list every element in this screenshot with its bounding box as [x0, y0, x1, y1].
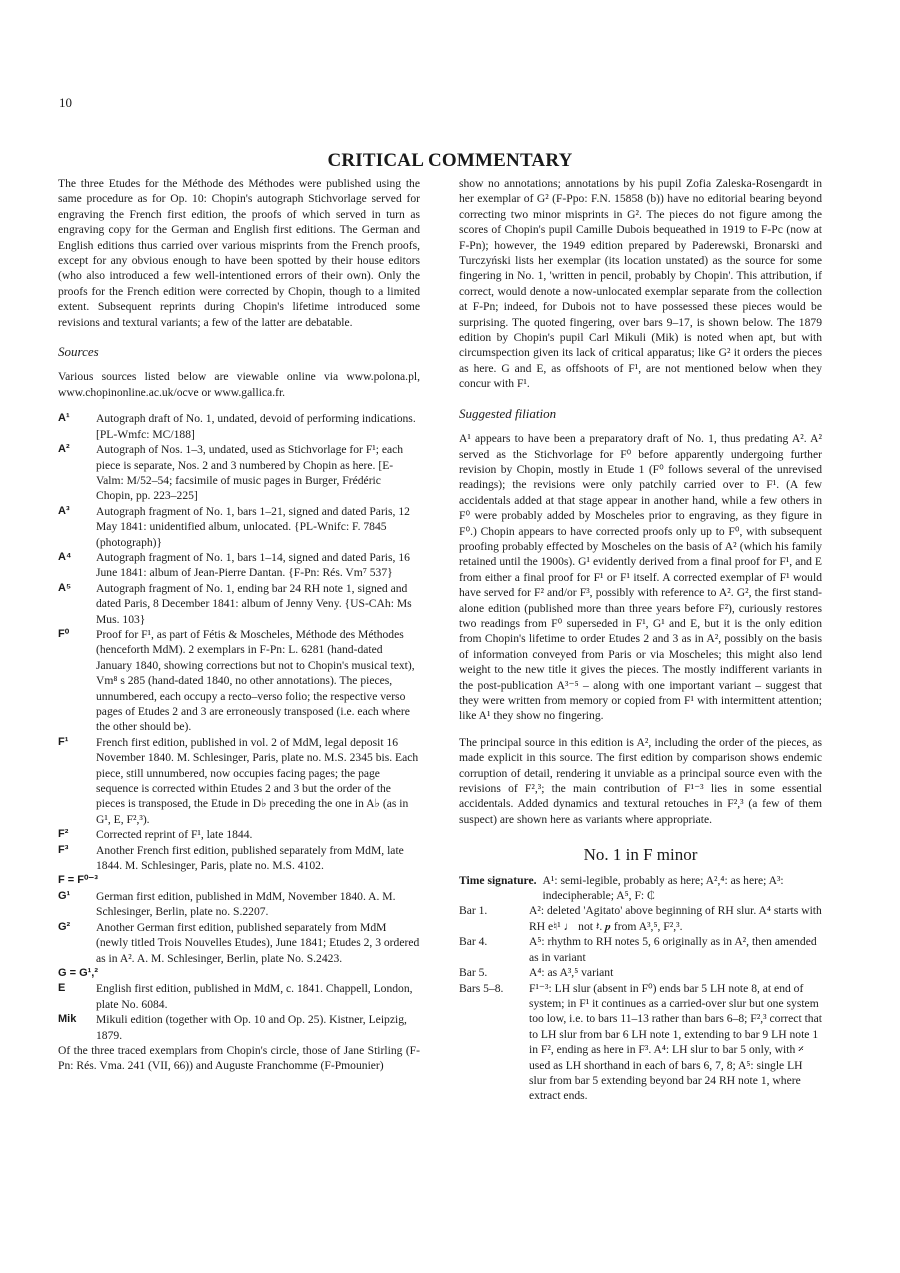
- source-entry-f0: [58, 627, 420, 735]
- source-key: A²: [58, 443, 70, 456]
- source-key: A⁴: [58, 550, 72, 563]
- entry-label: Bars 5–8.: [459, 981, 504, 995]
- left-column: [58, 176, 420, 1074]
- entry-text: A⁵: rhythm to RH notes 5, 6 originally as in A², then amended as in variant: [529, 935, 817, 964]
- source-key: F¹: [58, 735, 69, 748]
- filiation-paragraph-2: The principal source in this edition is A², including the order of the pieces, as made explicit in this source. The first edition by comparison shows endemic corruption of detail, rendering it unviable as a principal source even with the revisions of F²,³; the main contribution of F¹⁻³ lies in some essential accidentals. Added dynamics and textural retouches in F²,³ (a few of them suspect) are shown here as variants where appropriate.: [459, 735, 822, 826]
- source-text: French first edition, published in vol. 2 of MdM, legal deposit 16 November 1840. M. Schlesinger, Paris, plate no. M.S. 2345 bis. Each piece, still unnumbered, now occupies facing pages; the page sequence is corrected within Etudes 2 and 3 but the order of the pieces is transposed, the Etude in D♭ preceding the one in A♭ (as in G¹, E, F²,³).: [96, 735, 419, 826]
- equation-f: F = F⁰⁻³: [58, 874, 98, 887]
- page-title: CRITICAL COMMENTARY: [327, 150, 573, 171]
- sources-intro: Various sources listed below are viewable online via www.polona.pl, www.chopinonline.ac.uk/ocve or www.gallica.fr.: [58, 370, 420, 399]
- source-text: German first edition, published in MdM, November 1840. A. M. Schlesinger, Berlin, plate no. S.2207.: [96, 889, 396, 919]
- source-entry-g1: [58, 889, 420, 920]
- entry-text: A²: deleted 'Agitato' above beginning of RH slur. A⁴ starts with RH e♮¹ ♩ not 𝄽. 𝆏 from A³,⁵, F²,³.: [529, 904, 822, 933]
- closing-paragraph: Of the three traced exemplars from Chopin's circle, those of Jane Stirling (F-Pn: Rés. Vma. 241 (VII, 66)) and Auguste Franchomme (F-Pmounier): [58, 1043, 420, 1073]
- filiation-paragraph-1: A¹ appears to have been a preparatory draft of No. 1, thus predating A². A² served as the Stichvorlage for F⁰ before apparently undergoing further revision by Chopin, mostly in Etude 1 (F⁰ follows several of the unrevised readings); the revisions were only patchily carried over to F¹. (A few accidentals added at that stage appear in another hand, while a few others in F⁰ were probably added by Moscheles prior to engraving, as they figure in F⁰.) Chopin appears to have corrected proofs only up to F⁰, with subsequent proofing probably effected by Moscheles on the basis of A² (which his family retained until the 1900s). G¹ evidently derived from a final proof for F¹, and E from either a final proof for F¹ or F¹ itself. A corrected exemplar of F¹ would have served for F² and/or F³, possibly with reference to A². G², the first stand-alone edition (published more than three years before F²), curiously restores two readings from F⁰ superseded in F¹, G¹ and E, but it is the only edition from Chopin's lifetime to order Etudes 2 and 3 as in A², possibly on the basis of information conveyed from Paris or via Moscheles; this might also lend weight to the new title it gives the pieces. The mostly indifferent variants in the post-publication A³⁻⁵ – along with one important variant – suggest that they were written from memory or copied from F¹ with intermittent attention; like A¹ they show no fingering.: [459, 432, 822, 723]
- entry-label: Bar 1.: [459, 904, 488, 918]
- source-entry-a1: [58, 411, 420, 442]
- source-key: G²: [58, 920, 71, 933]
- source-text: Autograph fragment of No. 1, ending bar 24 RH note 1, signed and dated Paris, 8 December 1841: album of Jenny Veny. {US-CAh: Ms Mus. 103}: [96, 581, 412, 626]
- entry-text: A¹: semi-legible, probably as here; A²,⁴: as here; A³: indecipherable; A⁵, F: ₵: [542, 873, 784, 903]
- continuation-paragraph: show no annotations; annotations by his pupil Zofia Zaleska-Rosengardt in her exemplar of G² (F-Ppo: F.N. 15858 (b)) have no editorial bearing beyond correcting two minor misprints in G². The pieces do not figure among the scores of Chopin's pupil Camille Dubois bequeathed in 1919 to F-Pc (now at F-Pn); however, the 1949 edition prepared by Paderewski, Bronarski and Turczyński lists her exemplar (its location unstated) as the source for some fingering in No. 1, 'written in pencil, probably by Chopin'. This attribution, if correct, would denote a now-unlocated exemplar separate from the collection at F-Pn; indeed, for Dubois not to have possessed these pieces would be surprising. The quoted fingering, over bars 9–17, is shown below. The 1879 edition by Chopin's pupil Carl Mikuli (Mik) is noted when apt, but with circumspection given its lack of critical apparatus; like G² it orders the pieces as here. G and E, as offshoots of F¹, are not mentioned below when they concur with F¹.: [459, 177, 822, 391]
- time-signature-entry: [459, 873, 822, 904]
- source-key: G¹: [58, 889, 71, 902]
- entry-label: Bar 4.: [459, 935, 488, 949]
- filiation-heading: Suggested filiation: [459, 405, 557, 421]
- source-key: F³: [58, 843, 69, 856]
- source-text: English first edition, published in MdM, c. 1841. Chappell, London, plate No. 6084.: [96, 982, 413, 1011]
- source-text: Mikuli edition (together with Op. 10 and Op. 25). Kistner, Leipzig, 1879.: [96, 1013, 407, 1042]
- source-text: Proof for F¹, as part of Fétis & Moscheles, Méthode des Méthodes (henceforth MdM). 2 exemplars in F-Pn: L. 6281 (hand-dated January 1840, showing corrections but not to Chopin's musical text), Vm⁸ s 285 (hand-dated 1840, no other annotations). The pieces, unnumbered, each occupy a recto–verso folio; the respective verso pages of Etudes 2 and 3 are erroneously transposed (i.e. each where the other should be).: [96, 627, 415, 734]
- source-key: F⁰: [58, 627, 70, 640]
- entry-label: Bar 5.: [459, 966, 488, 980]
- source-entry-a3: [58, 504, 420, 550]
- source-text: Autograph fragment of No. 1, bars 1–14, signed and dated Paris, 16 June 1841: album of Jean-Pierre Dantan. {F-Pn: Rés. Vm⁷ 537}: [96, 550, 410, 580]
- source-key: E: [58, 982, 66, 995]
- source-text: Another French first edition, published separately from MdM, late 1844. M. Schlesinger, Paris, plate no. M.S. 4102.: [96, 843, 404, 873]
- source-text: Corrected reprint of F¹, late 1844.: [96, 828, 253, 842]
- bar-entry: [459, 965, 822, 980]
- page-number: 10: [59, 95, 72, 110]
- source-text: Autograph draft of No. 1, undated, devoid of performing indications. [PL-Wmfc: MC/188]: [96, 412, 416, 441]
- source-entry-a5: [58, 581, 420, 627]
- source-key: A¹: [58, 412, 70, 425]
- source-entry-f1: [58, 735, 420, 827]
- entry-label: Time signature.: [459, 873, 537, 887]
- source-entry-g2: [58, 920, 420, 966]
- source-key: Mik: [58, 1013, 77, 1026]
- intro-paragraph: The three Etudes for the Méthode des Méthodes were published using the same procedure as for Op. 10: Chopin's autograph Stichvorlage served for engraving the French first edition, the proofs of which served in turn as engraving copy for the German and English first editions. The German and English editions thus carried over various misprints from the French proofs, except for any obvious enough to have been spotted by their house editors (who also introduced a few well-intentioned errors of their own). Only the proofs for the French edition were corrected by Chopin, though to a limited extent. Subsequent reprints during Chopin's lifetime introduced some revisions and textural variants; a few of the latter are debatable.: [58, 177, 420, 329]
- source-text: Another German first edition, published separately from MdM (newly titled Trois Nouvelles Etudes), June 1841; Etudes 2, 3 ordered as in A². A. M. Schlesinger, Berlin, plate No. S.2423.: [96, 920, 420, 965]
- bar-entry: [459, 934, 822, 965]
- equation-g: G = G¹,²: [58, 966, 99, 979]
- source-entry-mik: [58, 1012, 420, 1043]
- bar-entry: [459, 981, 822, 1104]
- source-entry-e: [58, 981, 420, 1012]
- source-key: A⁵: [58, 581, 72, 594]
- source-key: A³: [58, 504, 70, 517]
- entry-text: A⁴: as A³,⁵ variant: [529, 966, 614, 980]
- entry-text: F¹⁻³: LH slur (absent in F⁰) ends bar 5 LH note 8, at end of system; in F¹ it continues as a carried-over slur but one system too low, i.e. to bars 11–13 rather than bars 6–8; F²,³ correct that to LH slur from bar 6 LH note 1, extending to bar 9 LH note 1 in F², ending as here in F³. A⁴: LH slur to bar 5 only, with 𝄎 used as LH shorthand in each of bars 6, 7, 8; A⁵: single LH slur from bar 5 extending beyond bar 24 RH note 1, where extract ends.: [529, 981, 822, 1103]
- section-heading-no1: No. 1 in F minor: [583, 845, 698, 865]
- source-text: Autograph of Nos. 1–3, undated, used as Stichvorlage for F¹; each piece is separate, Nos. 2 and 3 numbered by Chopin as here. [E-Valm: M/52–54; facsimile of music pages in Burger, Frédéric Chopin, pp. 223–225]: [96, 443, 404, 503]
- source-entry-a4: [58, 550, 420, 581]
- sources-heading: Sources: [58, 344, 99, 360]
- source-entry-f3: [58, 843, 420, 874]
- source-key: F²: [58, 828, 69, 841]
- source-entry-f2: [58, 827, 420, 842]
- source-entry-a2: [58, 442, 420, 504]
- bar-entry: [459, 903, 822, 934]
- right-column: [459, 176, 822, 1104]
- source-text: Autograph fragment of No. 1, bars 1–21, signed and dated Paris, 12 May 1841: unidentified album, unlocated. {PL-Wnifc: F. 7845 (photograph)}: [96, 504, 410, 549]
